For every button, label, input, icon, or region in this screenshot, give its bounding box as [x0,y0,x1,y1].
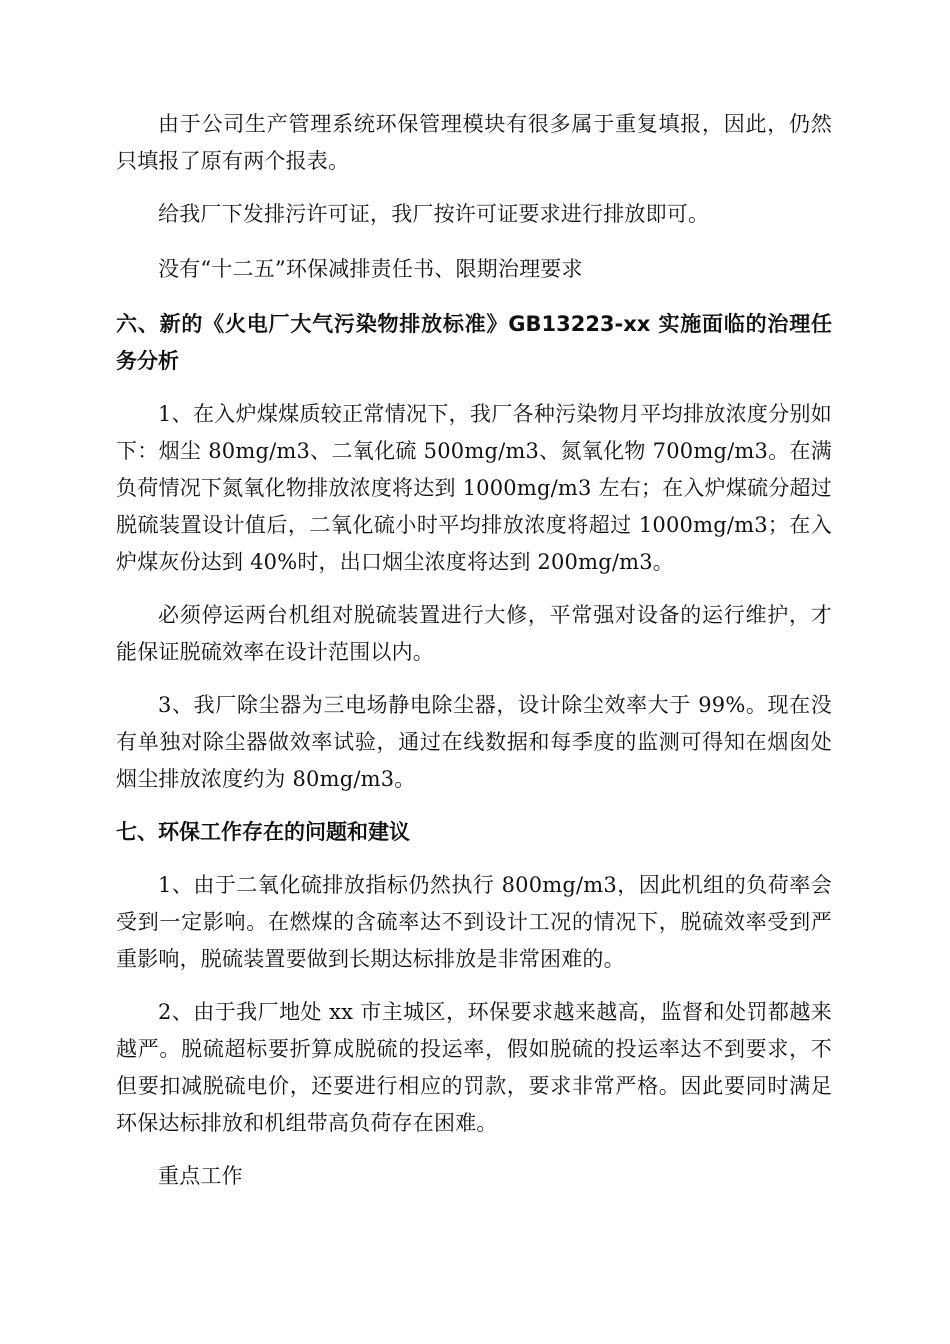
paragraph-no-responsibility: 没有“十二五”环保减排责任书、限期治理要求 [158,257,583,281]
paragraph-desulfurization-repair: 必须停运两台机组对脱硫装置进行大修，平常强对设备的运行维护，才能保证脱硫效率在设计范围以内。 [116,603,832,664]
paragraph-permit: 给我厂下发排污许可证，我厂按许可证要求进行排放即可。 [158,202,710,226]
paragraph-urban-requirements: 2、由于我厂地处 xx 市主城区，环保要求越来越高，监督和处罚都越来越严。脱硫超标要折算成脱硫的投运率，假如脱硫的投运率达不到要求，不但要扣减脱硫电价，还要进行相应的罚款，要求非常严格。因此要同时满足环保达标排放和机组带高负荷存在困难。 [116,1000,832,1135]
paragraph-report-filing: 由于公司生产管理系统环保管理模块有很多属于重复填报，因此，仍然只填报了原有两个报表。 [116,112,832,173]
paragraph-emission-levels: 1、在入炉煤煤质较正常情况下，我厂各种污染物月平均排放浓度分别如下：烟尘 80mg/m3、二氧化硫 500mg/m3、氮氧化物 700mg/m3。在满负荷情况下氮氧化物排放浓度将达到 1000mg/m3 左右；在入炉煤硫分超过脱硫装置设计值后，二氧化硫小时平均排放浓度将超过 1000mg/m3；在入炉煤灰份达到 40%时，出口烟尘浓度将达到 200mg/m3。 [116,402,832,574]
paragraph-so2-limit: 1、由于二氧化硫排放指标仍然执行 800mg/m3，因此机组的负荷率会受到一定影响。在燃煤的含硫率达不到设计工况的情况下，脱硫效率受到严重影响，脱硫装置要做到长期达标排放是非常困难的。 [116,873,832,971]
section-heading-7: 七、环保工作存在的问题和建议 [116,820,410,844]
section-heading-6: 六、新的《火电厂大气污染物排放标准》GB13223-xx 实施面临的治理任务分析 [116,312,832,373]
document-page [116,106,832,1211]
paragraph-dust-collector: 3、我厂除尘器为三电场静电除尘器，设计除尘效率大于 99%。现在没有单独对除尘器做效率试验，通过在线数据和每季度的监测可得知在烟囱处烟尘排放浓度约为 80mg/m3。 [116,693,832,791]
paragraph-key-work: 重点工作 [158,1164,243,1188]
